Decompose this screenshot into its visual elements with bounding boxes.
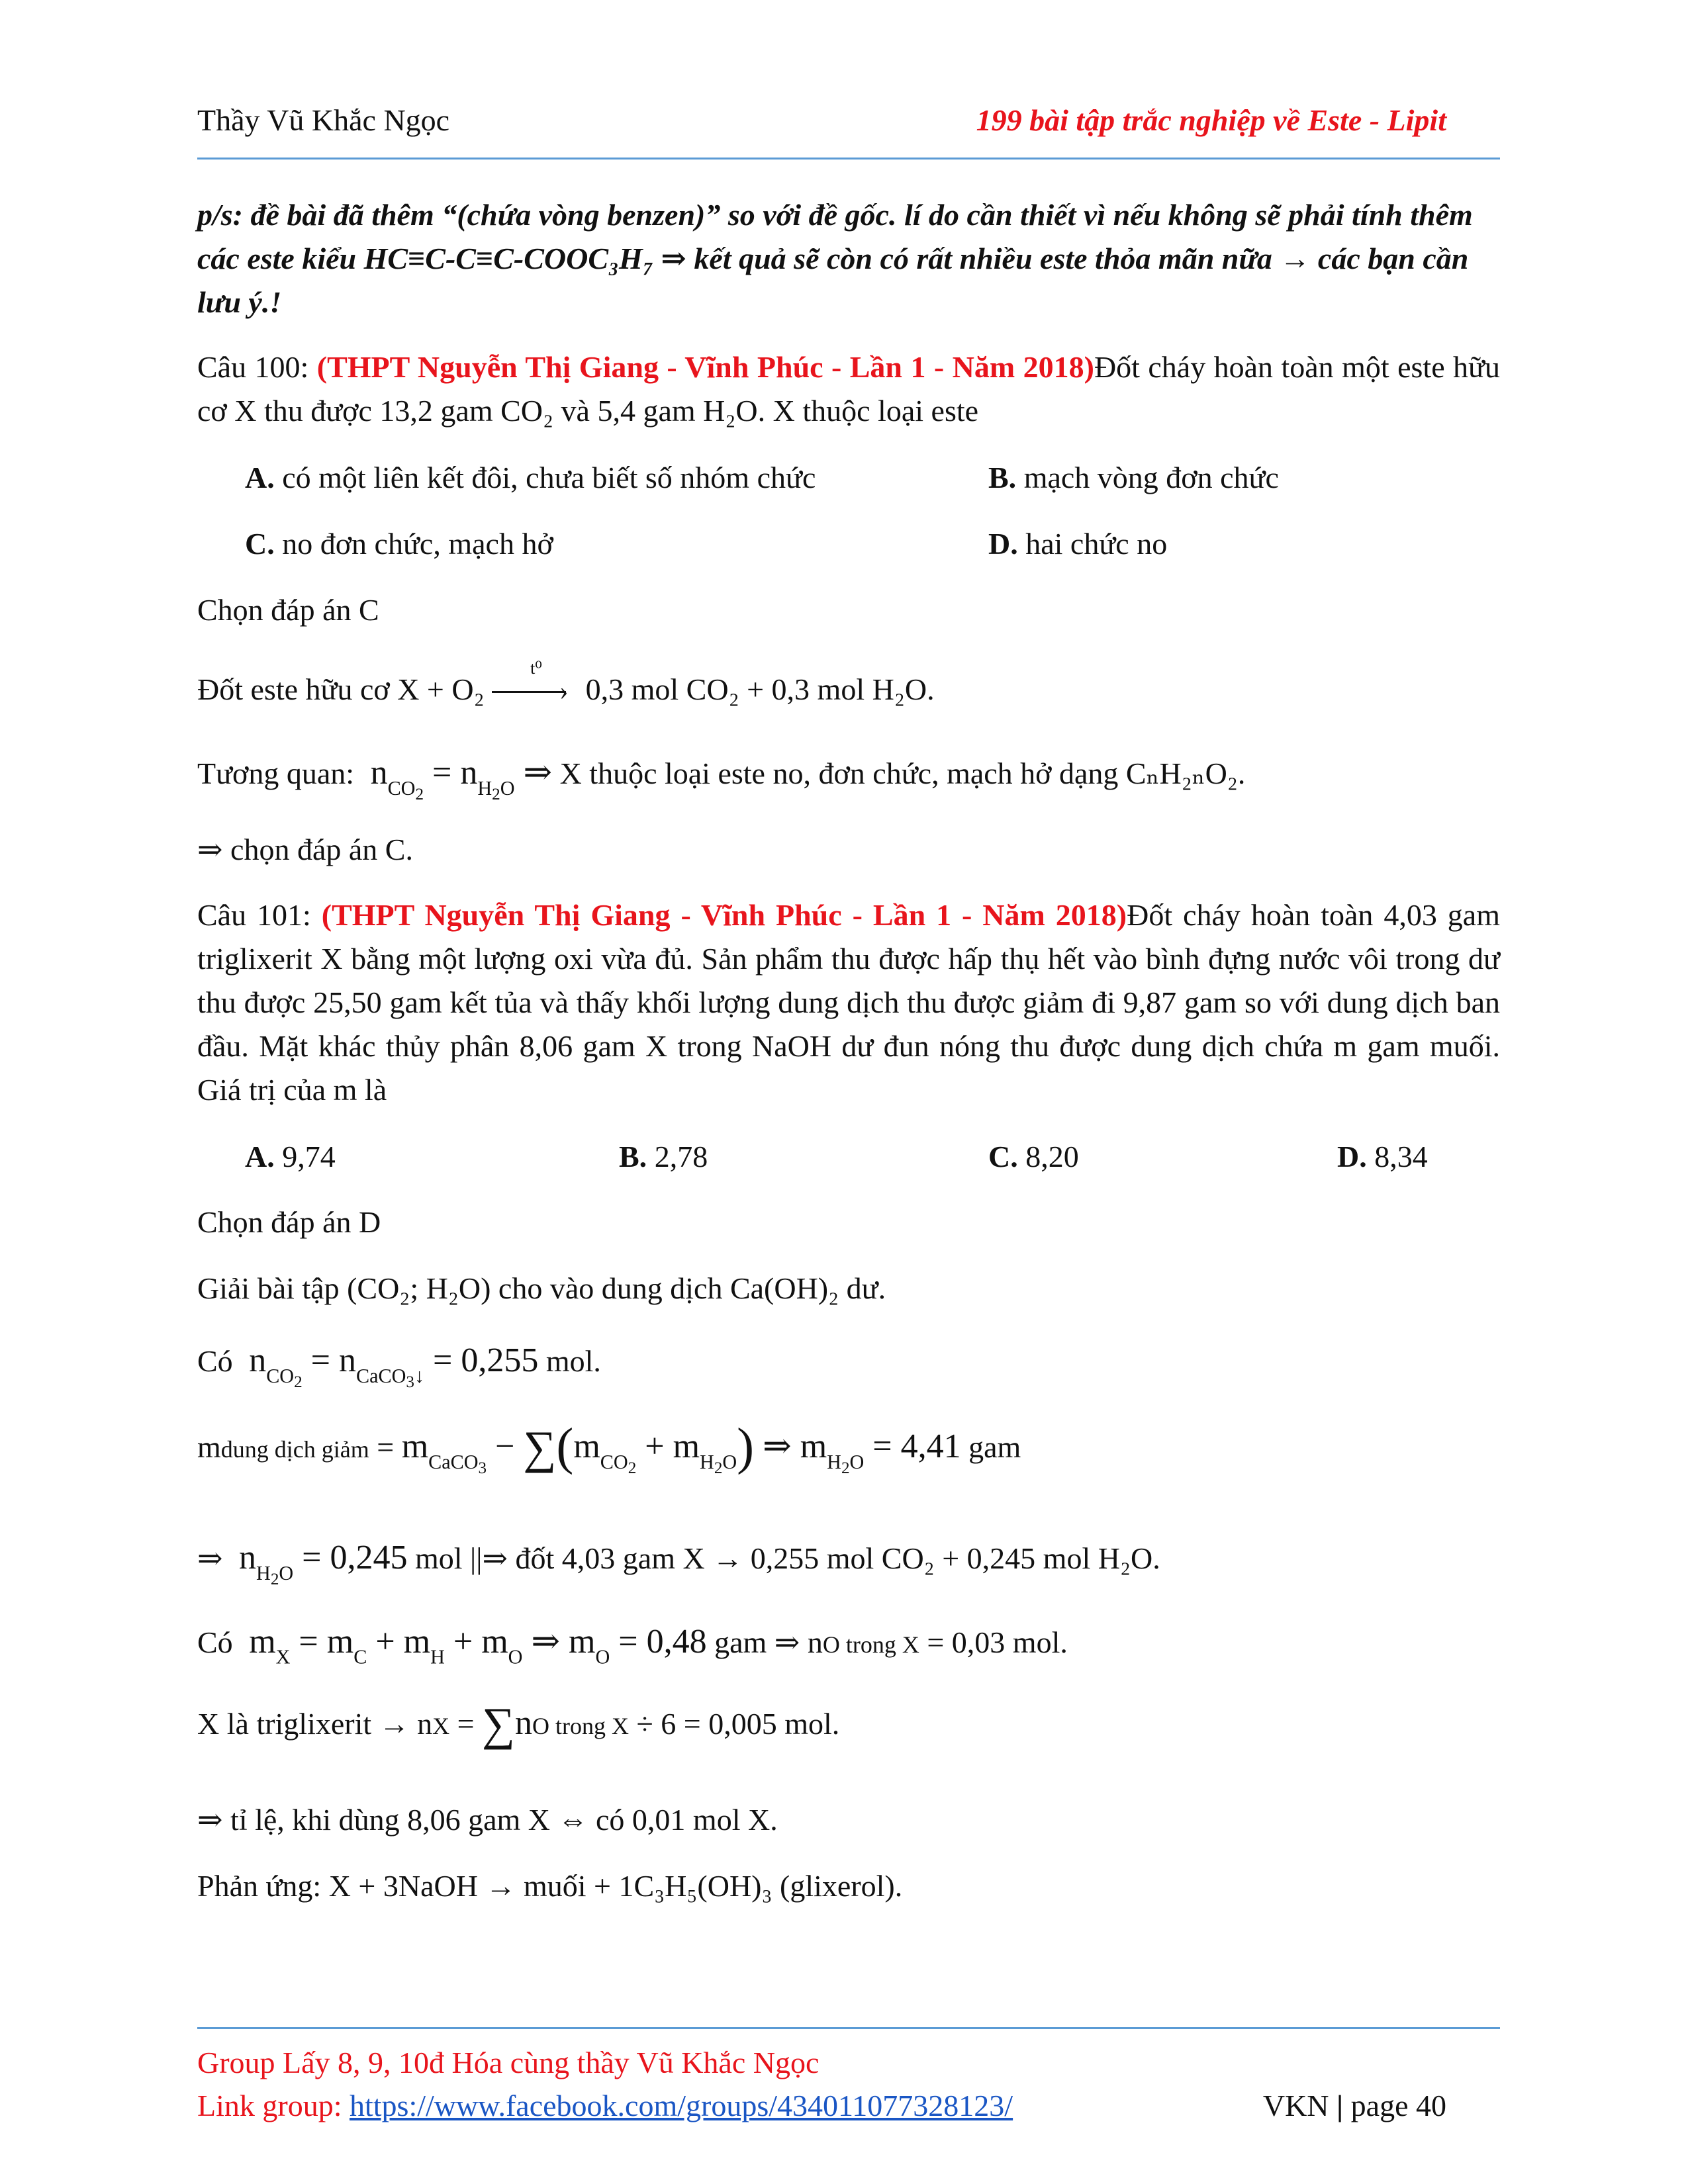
correlation-line: Tương quan: $n_{CO_2} = n_{H_2O}$ ⇒ X thuộc loại este no, đơn chức, mạch hở dạng CₙH₂ₙO₂. (197, 754, 1246, 803)
question-text: Đốt cháy hoàn toàn một este hữu cơ X thu được 13,2 gam CO₂ và 5,4 gam H₂O. X thuộc loại este (197, 350, 1500, 428)
facebook-group-link[interactable]: https://www.facebook.com/groups/434011077328123/ (349, 2089, 1013, 2122)
answer-101: Chọn đáp án D (197, 1205, 381, 1239)
footer-page: VKN | page 40 (1262, 2089, 1446, 2122)
question-label: Câu 101: (197, 898, 322, 932)
solution-line-1: Giải bài tập (CO₂; H₂O) cho vào dung dịch Ca(OH)₂ dư. (197, 1271, 886, 1305)
header-title: 199 bài tập trắc nghiệp về Este - Lipit (976, 103, 1446, 137)
option-c: C. no đơn chức, mạch hở (245, 527, 553, 561)
option-b: B. mạch vòng đơn chức (988, 461, 1279, 494)
footer-brand: VKN (1262, 2089, 1329, 2122)
solution-line-6: X là triglixerit → nX = ∑nO trong X ÷ 6 = 0,005 mol. (197, 1699, 840, 1751)
note-paragraph: p/s: đề bài đã thêm “(chứa vòng benzen)” so với đề gốc. lí do cần thiết vì nếu không sẽ phải tính thêm các este kiểu HC≡C-C≡C-COOC₃H₇ ⇒ kết quả sẽ còn có rất nhiều este thỏa mãn nữa → các bạn cần lưu ý.! (197, 198, 1473, 319)
header-divider (197, 158, 1500, 159)
answer-100: Chọn đáp án C (197, 593, 379, 627)
solution-line-2: Có $n_{CO_2} = n_{CaCO_3↓} = 0,255$ mol. (197, 1342, 601, 1391)
solution-line-8: Phản ứng: X + 3NaOH → muối + 1C₃H₅(OH)₃ (glixerol). (197, 1869, 903, 1903)
solution-line-3: mdung dịch giảm = $m_{CaCO_3} - \sum(m_{CO_2} + m_{H_2O})$ ⇒ $m_{H_2O} = 4,41$ gam (197, 1417, 1021, 1477)
footer-link-label: Link group: (197, 2089, 350, 2122)
solution-line-5: Có $m_X = m_C + m_H + m_O$ ⇒ $m_O = 0,48$ gam ⇒ nO trong X = 0,03 mol. (197, 1623, 1068, 1668)
question-100 (197, 345, 1500, 433)
solution-line-7: ⇒ tỉ lệ, khi dùng 8,06 gam X ⇔ có 0,01 mol X. (197, 1803, 778, 1837)
question-source: (THPT Nguyễn Thị Giang - Vĩnh Phúc - Lần 1 - Năm 2018) (321, 898, 1127, 932)
option-a: A. có một liên kết đôi, chưa biết số nhóm chức (245, 461, 816, 494)
option-b: B. 2,78 (619, 1140, 708, 1173)
option-d: D. 8,34 (1337, 1140, 1428, 1173)
option-d: D. hai chức no (988, 527, 1168, 561)
question-source: (THPT Nguyễn Thị Giang - Vĩnh Phúc - Lần 1 - Năm 2018) (316, 350, 1094, 384)
page-number: 40 (1416, 2089, 1446, 2122)
question-label: Câu 100: (197, 350, 317, 384)
footer-divider (197, 2027, 1500, 2029)
footer-group: Group Lấy 8, 9, 10đ Hóa cùng thầy Vũ Khắc Ngọc (197, 2046, 820, 2079)
question-text: Đốt cháy hoàn toàn 4,03 gam triglixerit X bằng một lượng oxi vừa đủ. Sản phẩm thu được hấp thụ hết vào bình đựng nước vôi trong dư thu được 25,50 gam kết tủa và thấy khối lượng dung dịch thu được giảm đi 9,87 gam so với dung dịch ban đầu. Mặt khác thủy phân 8,06 gam X trong NaOH dư đun nóng thu được dung dịch chứa m gam muối. Giá trị của m là (197, 898, 1500, 1107)
option-a: A. 9,74 (245, 1140, 336, 1173)
header-author: Thầy Vũ Khắc Ngọc (197, 103, 450, 137)
conclusion-100: ⇒ chọn đáp án C. (197, 833, 413, 866)
reaction-arrow-icon: t⁰ › (492, 679, 578, 705)
footer-link-line (197, 2085, 1013, 2127)
reaction-line: Đốt este hữu cơ X + O₂ t⁰ › 0,3 mol CO₂ + 0,3 mol H₂O. (197, 659, 935, 706)
solution-line-4: ⇒ $n_{H_2O} = 0,245$ mol ||⇒ đốt 4,03 gam X → 0,255 mol CO₂ + 0,245 mol H₂O. (197, 1539, 1160, 1588)
question-101 (197, 893, 1500, 1112)
option-c: C. 8,20 (988, 1140, 1079, 1173)
